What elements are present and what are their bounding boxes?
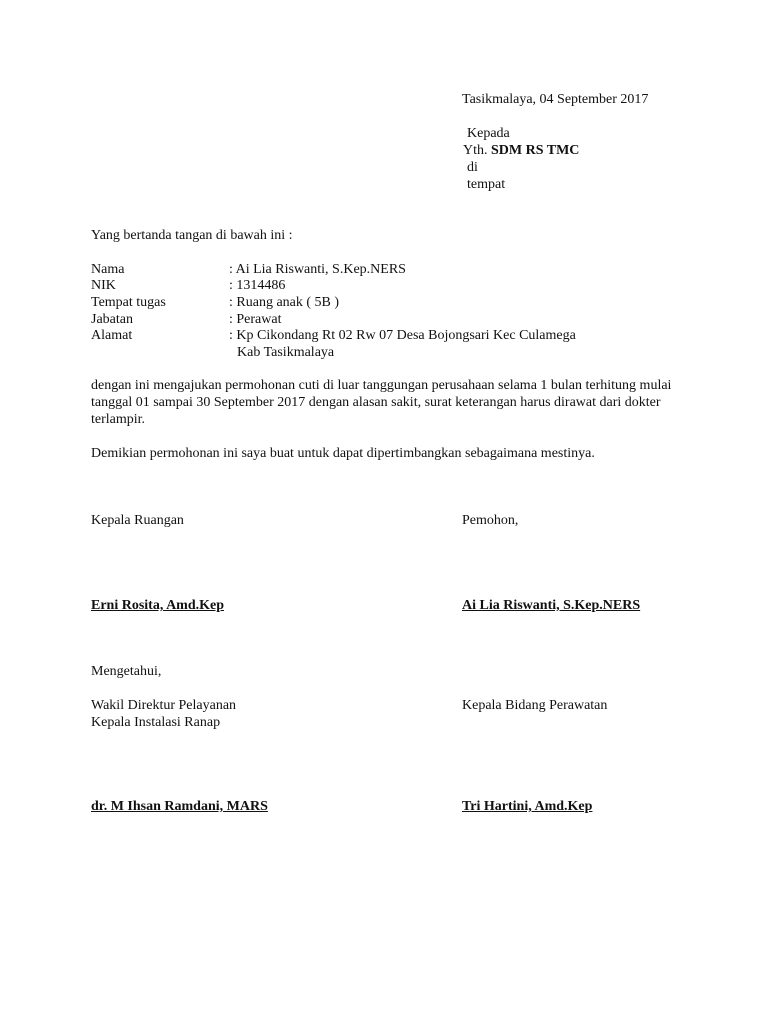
identity-label-nik: NIK [91, 278, 116, 293]
acknowledgement-heading: Mengetahui, [91, 664, 162, 679]
identity-label-alamat: Alamat [91, 328, 133, 343]
request-paragraph: dengan ini mengajukan permohonan cuti di luar tanggungan perusahaan selama 1 bulan terhitung mulai tanggal 01 sampai 30 September 2017 dengan alasan sakit, surat keterangan harus dirawat dari dokter terlampir. [91, 378, 672, 427]
identity-value-alamat: : Kp Cikondang Rt 02 Rw 07 Desa Bojongsari Kec Culamega [229, 328, 576, 343]
identity-value-nik: : 1314486 [229, 278, 286, 293]
recipient-line [463, 142, 579, 159]
tempat-label: tempat [467, 177, 506, 192]
ack-left-title-2: Kepala Instalasi Ranap [91, 715, 221, 730]
signer-name-kepala-ruangan: Erni Rosita, Amd.Kep [91, 598, 225, 613]
identity-value-nama: : Ai Lia Riswanti, S.Kep.NERS [229, 262, 406, 277]
place-date: Tasikmalaya, 04 September 2017 [462, 92, 649, 107]
ack-right-name: Tri Hartini, Amd.Kep [462, 799, 593, 814]
yth-prefix: Yth. [463, 143, 491, 158]
identity-value-jabatan: : Perawat [229, 312, 282, 327]
recipient-name: SDM RS TMC [491, 143, 580, 158]
di-label: di [467, 160, 478, 175]
signer-title-pemohon: Pemohon, [462, 513, 519, 528]
ack-left-title-1: Wakil Direktur Pelayanan [91, 698, 237, 713]
signer-name-pemohon: Ai Lia Riswanti, S.Kep.NERS [462, 598, 641, 613]
ack-left-name: dr. M Ihsan Ramdani, MARS [91, 799, 268, 814]
opening-line: Yang bertanda tangan di bawah ini : [91, 228, 293, 243]
identity-label-tempat-tugas: Tempat tugas [91, 295, 166, 310]
ack-right-title: Kepala Bidang Perawatan [462, 698, 608, 713]
identity-value-tempat-tugas: : Ruang anak ( 5B ) [229, 295, 340, 310]
identity-label-jabatan: Jabatan [91, 312, 133, 327]
address-line-2: Kab Tasikmalaya [237, 345, 335, 360]
identity-label-nama: Nama [91, 262, 125, 277]
kepada-label: Kepada [467, 126, 510, 141]
signer-title-kepala-ruangan: Kepala Ruangan [91, 513, 184, 528]
closing-paragraph: Demikian permohonan ini saya buat untuk dapat dipertimbangkan sebagaimana mestinya. [91, 446, 595, 461]
